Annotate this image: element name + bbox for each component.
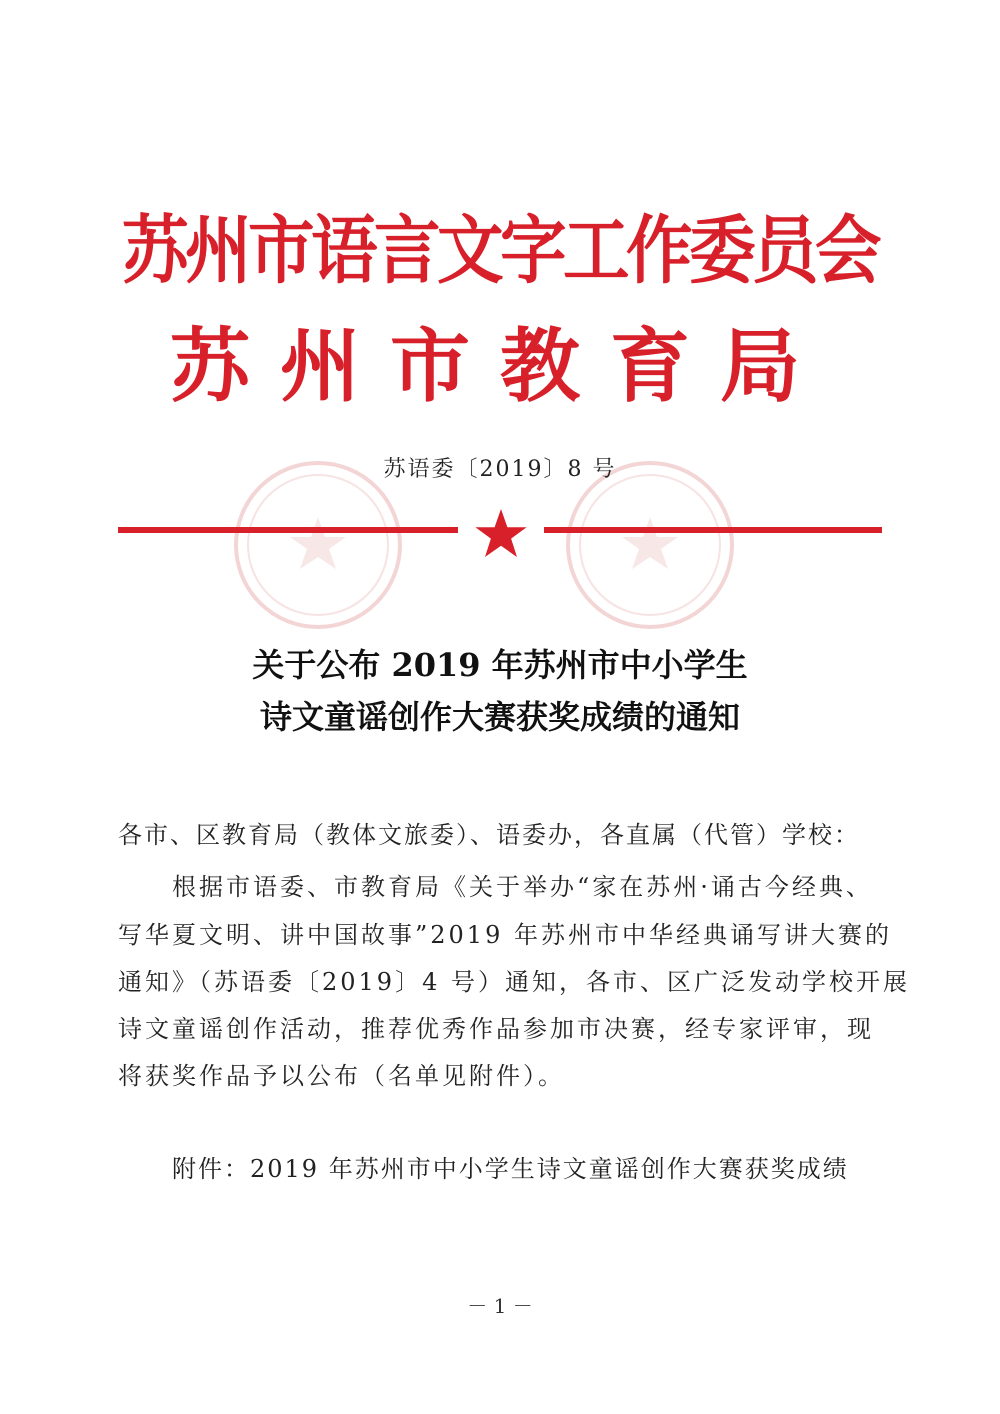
paragraph-line: 根据市语委、市教育局《关于举办“家在苏州·诵古今经典、	[172, 873, 873, 901]
page-number: － 1 －	[467, 1294, 533, 1318]
red-divider-left	[118, 527, 458, 533]
paragraph-line: 写华夏文明、讲中国故事”2019 年苏州市中华经典诵写讲大赛的	[118, 921, 892, 949]
red-divider-right	[544, 527, 882, 533]
notice-title-line-1: 关于公布 2019 年苏州市中小学生	[252, 646, 748, 684]
issuing-organization-1: 苏州市语言文字工作委员会	[122, 208, 878, 294]
attachment-note: 附件：2019 年苏州市中小学生诗文童谣创作大赛获奖成绩	[172, 1155, 849, 1183]
star-icon	[474, 508, 528, 560]
paragraph-line: 诗文童谣创作活动，推荐优秀作品参加市决赛，经专家评审，现	[118, 1015, 874, 1043]
paragraph-line: 将获奖作品予以公布（名单见附件）。	[118, 1062, 565, 1090]
salutation: 各市、区教育局（教体文旅委）、语委办，各直属（代管）学校：	[118, 821, 860, 849]
notice-title-line-2: 诗文童谣创作大赛获奖成绩的通知	[259, 698, 740, 736]
document-number: 苏语委〔2019〕8 号	[383, 457, 617, 482]
paragraph-line: 通知》（苏语委〔2019〕4 号）通知，各市、区广泛发动学校开展	[118, 968, 910, 996]
issuing-organization-2: 苏州市教育局	[170, 319, 830, 413]
